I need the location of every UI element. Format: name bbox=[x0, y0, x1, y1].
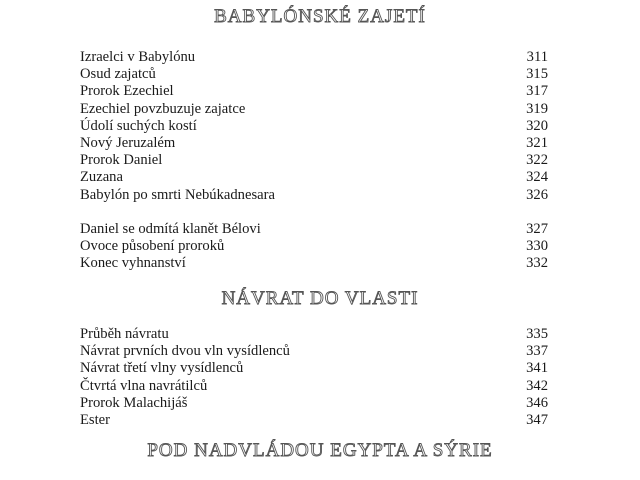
section-heading-egypt-syria: POD NADVLÁDOU EGYPTA A SÝRIE bbox=[147, 440, 493, 461]
entry-title: Zuzana bbox=[80, 169, 123, 186]
entry-page: 317 bbox=[526, 83, 548, 100]
toc-list-return-home bbox=[80, 326, 548, 429]
entry-title: Prorok Daniel bbox=[80, 152, 163, 169]
toc-entry bbox=[80, 49, 548, 66]
toc-entry bbox=[80, 169, 548, 186]
toc-entry bbox=[80, 326, 548, 343]
entry-title: Babylón po smrti Nebúkadnesara bbox=[80, 186, 275, 203]
toc-entry bbox=[80, 135, 548, 152]
toc-entry bbox=[80, 187, 548, 204]
entry-page: 315 bbox=[526, 66, 548, 83]
entry-page: 347 bbox=[526, 411, 548, 428]
toc-entry bbox=[80, 101, 548, 118]
entry-page: 335 bbox=[526, 326, 548, 342]
toc-entry bbox=[80, 378, 548, 395]
entry-title: Ovoce působení proroků bbox=[80, 237, 225, 254]
toc-entry bbox=[80, 255, 548, 272]
entry-page: 322 bbox=[526, 152, 548, 169]
toc-entry bbox=[80, 238, 548, 255]
toc-entry bbox=[80, 343, 548, 360]
entry-title: Konec vyhnanství bbox=[80, 255, 186, 272]
entry-title: Ester bbox=[80, 411, 110, 428]
toc-entry bbox=[80, 412, 548, 429]
entry-title: Prorok Malachijáš bbox=[80, 394, 188, 411]
toc-entry bbox=[80, 152, 548, 169]
entry-page: 332 bbox=[526, 255, 548, 272]
entry-title: Průběh návratu bbox=[80, 326, 169, 342]
entry-title: Prorok Ezechiel bbox=[80, 83, 174, 100]
entry-title: Ezechiel povzbuzuje zajatce bbox=[80, 100, 246, 117]
entry-page: 327 bbox=[526, 220, 548, 237]
entry-page: 346 bbox=[526, 394, 548, 411]
entry-title: Údolí suchých kostí bbox=[80, 117, 197, 134]
toc-entry bbox=[80, 83, 548, 100]
group-spacer bbox=[80, 204, 548, 221]
entry-page: 320 bbox=[526, 117, 548, 134]
toc-entry bbox=[80, 221, 548, 238]
entry-page: 319 bbox=[526, 100, 548, 117]
toc-entry bbox=[80, 118, 548, 135]
toc-entry bbox=[80, 395, 548, 412]
entry-title: Izraelci v Babylónu bbox=[80, 49, 196, 65]
entry-title: Nový Jeruzalém bbox=[80, 134, 176, 151]
entry-page: 337 bbox=[526, 343, 548, 360]
entry-page: 326 bbox=[526, 186, 548, 203]
entry-title: Čtvrtá vlna navrátilců bbox=[80, 377, 208, 394]
entry-page: 342 bbox=[526, 377, 548, 394]
section-heading-babylonian-exile: BABYLÓNSKÉ ZAJETÍ bbox=[214, 6, 426, 27]
entry-page: 324 bbox=[526, 169, 548, 186]
toc-list-babylonian-exile bbox=[80, 49, 548, 272]
toc-entry bbox=[80, 66, 548, 83]
toc-entry bbox=[80, 360, 548, 377]
entry-title: Návrat třetí vlny vysídlenců bbox=[80, 360, 244, 377]
entry-title: Osud zajatců bbox=[80, 66, 156, 83]
entry-page: 321 bbox=[526, 134, 548, 151]
entry-title: Návrat prvních dvou vln vysídlenců bbox=[80, 343, 290, 360]
section-heading-return-home: NÁVRAT DO VLASTI bbox=[221, 288, 419, 309]
entry-page: 330 bbox=[526, 237, 548, 254]
entry-page: 341 bbox=[526, 360, 548, 377]
entry-page: 311 bbox=[526, 49, 548, 65]
entry-title: Daniel se odmítá klanět Bélovi bbox=[80, 220, 261, 237]
